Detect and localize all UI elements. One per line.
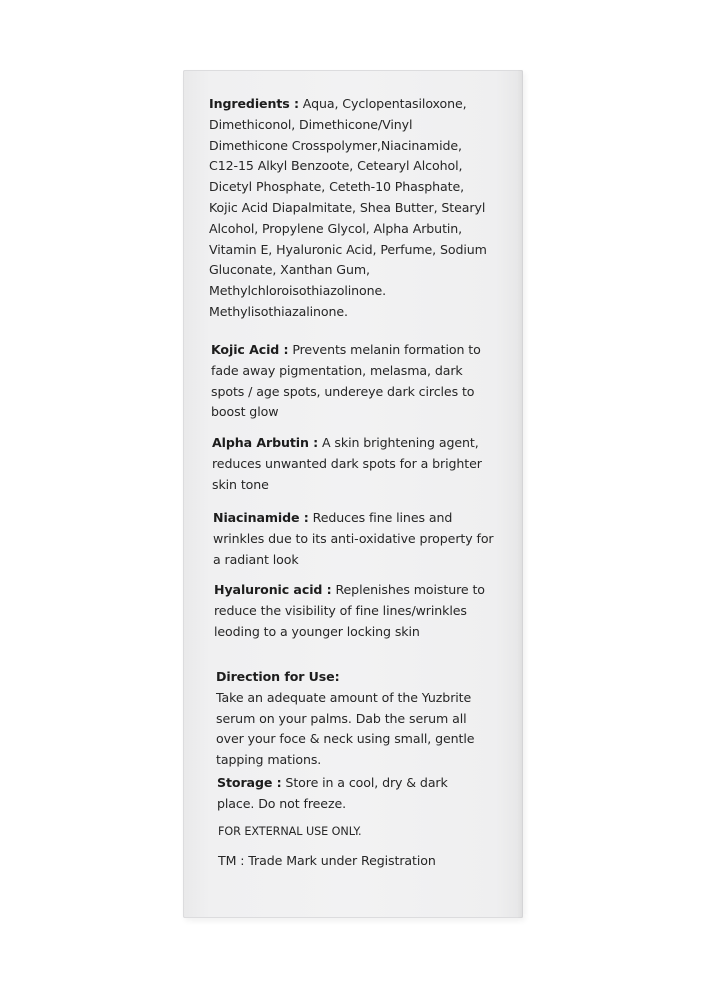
alpha-arbutin-line: A skin brightening agent, xyxy=(318,435,479,450)
alpha-arbutin-block xyxy=(212,433,482,495)
direction-heading: Direction for Use: xyxy=(216,669,340,684)
ingredients-line: Dicetyl Phosphate, Ceteth-10 Phasphate, xyxy=(209,179,465,195)
kojic-acid-block xyxy=(211,340,481,423)
ingredients-line: Alcohol, Propylene Glycol, Alpha Arbutin, xyxy=(209,220,463,236)
kojic-acid-line: fade away pigmentation, melasma, dark xyxy=(211,362,463,378)
kojic-acid-line: Prevents melanin formation to xyxy=(288,342,481,357)
trademark-notice xyxy=(218,851,436,872)
hyaluronic-acid-line: Replenishes moisture to xyxy=(331,582,485,597)
external-use-notice xyxy=(218,822,361,843)
alpha-arbutin-line: skin tone xyxy=(212,476,269,492)
storage-line: Store in a cool, dry & dark xyxy=(281,775,448,790)
hyaluronic-acid-heading: Hyaluronic acid : xyxy=(214,582,332,597)
kojic-acid-heading: Kojic Acid : xyxy=(211,342,289,357)
storage-line: place. Do not freeze. xyxy=(217,795,347,811)
ingredients-line: Dimethiconol, Dimethicone/Vinyl xyxy=(209,116,413,132)
kojic-acid-line: spots / age spots, undereye dark circles to xyxy=(211,383,475,399)
direction-line: serum on your palms. Dab the serum all xyxy=(216,710,467,726)
ingredients-line: Vitamin E, Hyaluronic Acid, Perfume, Sodium xyxy=(209,241,487,257)
ingredients-line: Methylisothiazalinone. xyxy=(209,303,348,319)
alpha-arbutin-line: reduces unwanted dark spots for a brighter xyxy=(212,455,482,471)
hyaluronic-acid-block xyxy=(214,580,485,642)
external-use-text: FOR EXTERNAL USE ONLY. xyxy=(218,825,362,838)
ingredients-line: Dimethicone Crosspolymer,Niacinamide, xyxy=(209,137,462,153)
ingredients-line: Gluconate, Xanthan Gum, xyxy=(209,262,370,278)
niacinamide-heading: Niacinamide : xyxy=(213,510,309,525)
ingredients-line: Methylchloroisothiazolinone. xyxy=(209,283,387,299)
direction-line: Take an adequate amount of the Yuzbrite xyxy=(216,689,472,705)
niacinamide-line: Reduces fine lines and xyxy=(308,510,453,525)
niacinamide-block xyxy=(213,508,494,570)
direction-line: over your foce & neck using small, gentle xyxy=(216,731,475,747)
direction-line: tapping mations. xyxy=(216,752,322,768)
hyaluronic-acid-line: reduce the visibility of fine lines/wrinkles xyxy=(214,602,467,618)
ingredients-line: Aqua, Cyclopentasiloxone, xyxy=(298,96,467,111)
hyaluronic-acid-line: leoding to a younger locking skin xyxy=(214,623,420,639)
kojic-acid-line: boost glow xyxy=(211,404,279,420)
ingredients-heading: Ingredients : xyxy=(209,96,299,111)
ingredients-line: C12-15 Alkyl Benzoote, Cetearyl Alcohol, xyxy=(209,158,463,174)
ingredients-line: Kojic Acid Diapalmitate, Shea Butter, Stearyl xyxy=(209,199,486,215)
alpha-arbutin-heading: Alpha Arbutin : xyxy=(212,435,319,450)
ingredients-block xyxy=(209,94,487,323)
direction-block xyxy=(216,667,474,771)
niacinamide-line: a radiant look xyxy=(213,551,299,567)
storage-heading: Storage : xyxy=(217,775,282,790)
trademark-text: TM : Trade Mark under Registration xyxy=(218,853,436,868)
storage-block xyxy=(217,773,448,815)
niacinamide-line: wrinkles due to its anti-oxidative property for xyxy=(213,530,494,546)
